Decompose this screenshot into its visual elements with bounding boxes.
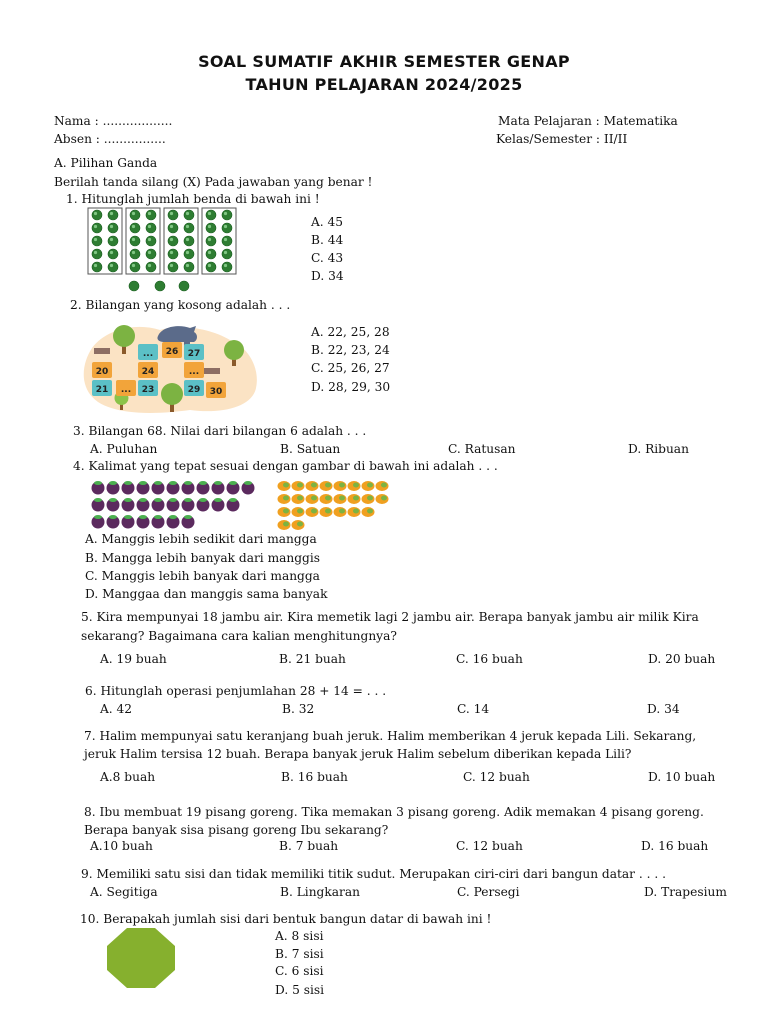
q8-text-line1: 8. Ibu membuat 19 pisang goreng. Tika memakan 3 pisang goreng. Adik memakan 4 pisang goreng. [84,805,704,819]
q6-option-a[interactable]: A. 42 [100,702,133,716]
melon-icon [222,236,232,246]
q1-option-c[interactable]: C. 43 [311,251,344,265]
q7-option-d[interactable]: D. 10 buah [648,770,716,784]
q8-text-line2: Berapa banyak sisa pisang goreng Ibu sekarang? [84,823,389,837]
board-tile-label: ... [142,349,154,359]
melon-icon [146,210,156,220]
melon-icon [146,236,156,246]
board-tile-label: 20 [95,367,109,377]
title-line-1: SOAL SUMATIF AKHIR SEMESTER GENAP [198,52,570,71]
board-tile-label: 27 [187,349,201,359]
melon-icon [129,281,139,291]
board-tile-label: 29 [187,385,201,395]
melon-icon [146,262,156,272]
q9-option-d[interactable]: D. Trapesium [644,885,727,899]
melon-icon [92,236,102,246]
q7-text-line2: jeruk Halim tersisa 12 buah. Berapa banyak jeruk Halim sebelum diberikan kepada Lili? [84,747,632,761]
melon-icon [108,262,118,272]
melon-icon [168,223,178,233]
melon-icon [184,236,194,246]
q1-text: 1. Hitunglah jumlah benda di bawah ini ! [66,192,320,206]
q2-option-d[interactable]: D. 28, 29, 30 [311,380,391,394]
title-line-2: TAHUN PELAJARAN 2024/2025 [245,75,523,94]
melon-icon [108,249,118,259]
nama-field: Nama : .................. [54,114,173,128]
board-tile-label: 21 [95,385,109,395]
melon-icon [206,210,216,220]
q3-option-b[interactable]: B. Satuan [280,442,341,456]
q8-option-a[interactable]: A.10 buah [90,839,153,853]
melon-icon [108,223,118,233]
melon-icon [168,262,178,272]
melon-icon [92,262,102,272]
melon-icon [206,262,216,272]
melon-icon [222,210,232,220]
melon-icon [222,262,232,272]
melon-icon [146,249,156,259]
q6-text: 6. Hitunglah operasi penjumlahan 28 + 14 = . . . [85,684,387,698]
section-title: A. Pilihan Ganda [54,156,158,170]
q9-option-c[interactable]: C. Persegi [457,885,520,899]
q6-option-d[interactable]: D. 34 [647,702,680,716]
melon-icon [168,210,178,220]
melon-icon [184,210,194,220]
melon-icon [206,249,216,259]
q8-option-d[interactable]: D. 16 buah [641,839,709,853]
instruction: Berilah tanda silang (X) Pada jawaban yang benar ! [54,175,373,189]
q1-option-a[interactable]: A. 45 [311,215,344,229]
q10-option-a[interactable]: A. 8 sisi [275,929,324,943]
q10-option-c[interactable]: C. 6 sisi [275,964,324,978]
melon-icon [108,236,118,246]
q2-number-board-image [80,318,258,416]
q4-mangosteen-image [90,480,260,532]
melon-icon [130,223,140,233]
melon-icon [108,210,118,220]
q10-octagon-shape [107,928,175,988]
melon-icon [168,249,178,259]
q4-option-c[interactable]: C. Manggis lebih banyak dari mangga [85,569,320,583]
melon-icon [184,223,194,233]
q1-option-b[interactable]: B. 44 [311,233,344,247]
board-tile-label: 26 [165,347,179,357]
q10-text: 10. Berapakah jumlah sisi dari bentuk bangun datar di bawah ini ! [80,912,492,926]
q1-objects-image [88,208,238,294]
melon-icon [222,223,232,233]
q7-option-b[interactable]: B. 16 buah [281,770,348,784]
q5-option-c[interactable]: C. 16 buah [456,652,523,666]
q9-option-b[interactable]: B. Lingkaran [280,885,360,899]
q7-text-line1: 7. Halim mempunyai satu keranjang buah jeruk. Halim memberikan 4 jeruk kepada Lili. Sekarang, [84,729,697,743]
absen-field: Absen : ................ [54,132,166,146]
q8-option-b[interactable]: B. 7 buah [279,839,339,853]
q5-text-line2: sekarang? Bagaimana cara kalian menghitungnya? [81,629,397,643]
q4-text: 4. Kalimat yang tepat sesuai dengan gambar di bawah ini adalah . . . [73,459,498,473]
q9-option-a[interactable]: A. Segitiga [90,885,158,899]
melon-icon [146,223,156,233]
q7-option-a[interactable]: A.8 buah [100,770,156,784]
mapel-field: Mata Pelajaran : Matematika [498,114,678,128]
octagon-icon [107,928,175,988]
melon-icon [130,236,140,246]
q7-option-c[interactable]: C. 12 buah [463,770,530,784]
q5-option-b[interactable]: B. 21 buah [279,652,346,666]
q3-option-a[interactable]: A. Puluhan [90,442,158,456]
q9-text: 9. Memiliki satu sisi dan tidak memiliki titik sudut. Merupakan ciri-ciri dari bangun datar . . . . [81,867,666,881]
q8-option-c[interactable]: C. 12 buah [456,839,523,853]
board-tile-label: ... [188,367,200,377]
melon-icon [130,210,140,220]
q5-option-d[interactable]: D. 20 buah [648,652,716,666]
melon-icon [222,249,232,259]
q2-option-c[interactable]: C. 25, 26, 27 [311,361,390,375]
q5-text-line1: 5. Kira mempunyai 18 jambu air. Kira memetik lagi 2 jambu air. Berapa banyak jambu air milik Kira [81,610,699,624]
q2-option-a[interactable]: A. 22, 25, 28 [311,325,390,339]
melon-icon [92,249,102,259]
q10-option-b[interactable]: B. 7 sisi [275,947,324,961]
melon-icon [92,223,102,233]
melon-icon [184,249,194,259]
melon-icon [130,249,140,259]
melon-icon [184,262,194,272]
melon-icon [206,236,216,246]
board-tile-label: 30 [209,387,223,397]
melon-icon [206,223,216,233]
q10-option-d[interactable]: D. 5 sisi [275,983,325,997]
q4-mango-image [276,480,392,532]
melon-icon [155,281,165,291]
board-tile-label: 24 [141,367,155,377]
board-tile-label: 23 [141,385,155,395]
q6-option-b[interactable]: B. 32 [282,702,315,716]
q4-option-b[interactable]: B. Mangga lebih banyak dari manggis [85,551,320,565]
q6-option-c[interactable]: C. 14 [457,702,490,716]
q4-option-a[interactable]: A. Manggis lebih sedikit dari mangga [85,532,317,546]
melon-icon [179,281,189,291]
q3-text: 3. Bilangan 68. Nilai dari bilangan 6 adalah . . . [73,424,367,438]
melon-icon [168,236,178,246]
q4-option-d[interactable]: D. Manggaa dan manggis sama banyak [85,587,328,601]
q3-option-c[interactable]: C. Ratusan [448,442,516,456]
melon-icon [130,262,140,272]
q3-option-d[interactable]: D. Ribuan [628,442,689,456]
board-tile-label: ... [120,385,132,395]
q5-option-a[interactable]: A. 19 buah [100,652,167,666]
q2-text: 2. Bilangan yang kosong adalah . . . [70,298,291,312]
q2-option-b[interactable]: B. 22, 23, 24 [311,343,390,357]
q1-option-d[interactable]: D. 34 [311,269,344,283]
melon-icon [92,210,102,220]
kelas-field: Kelas/Semester : II/II [496,132,628,146]
